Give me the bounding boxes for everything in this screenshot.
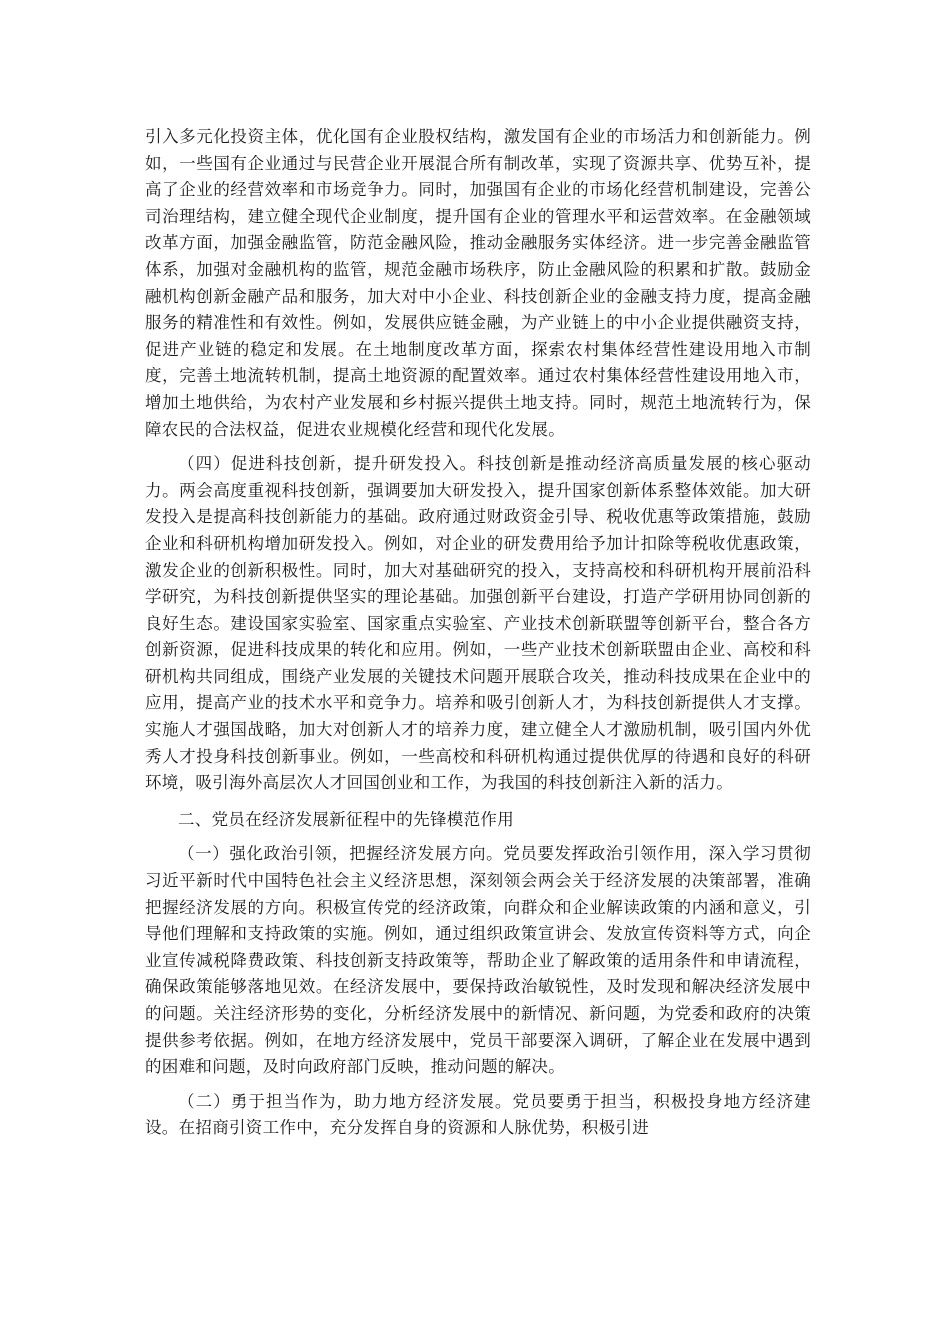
- paragraph-state-enterprise-reform: 引入多元化投资主体，优化国有企业股权结构，激发国有企业的市场活力和创新能力。例如，一些国有企业通过与民营企业开展混合所有制改革，实现了资源共享、优势互补，提高了企业的经营效率和市场竞争力。同时，加强国有企业的市场化经营机制建设，完善公司治理结构，建立健全现代企业制度，提升国有企业的管理水平和运营效率。在金融领域改革方面，加强金融监管，防范金融风险，推动金融服务实体经济。进一步完善金融监管体系，加强对金融机构的监管，规范金融市场秩序，防止金融风险的积累和扩散。鼓励金融机构创新金融产品和服务，加大对中小企业、科技创新企业的金融支持力度，提高金融服务的精准性和有效性。例如，发展供应链金融，为产业链上的中小企业提供融资支持，促进产业链的稳定和发展。在土地制度改革方面，探索农村集体经营性建设用地入市制度，完善土地流转机制，提高土地资源的配置效率。通过农村集体经营性建设用地入市，增加土地供给，为农村产业发展和乡村振兴提供土地支持。同时，规范土地流转行为，保障农民的合法权益，促进农业规模化经营和现代化发展。: [145, 127, 811, 439]
- paragraph-local-economy: （二）勇于担当作为，助力地方经济发展。党员要勇于担当，积极投身地方经济建设。在招商引资工作中，充分发挥自身的资源和人脉优势，积极引进: [145, 1091, 811, 1138]
- section-heading: 二、党员在经济发展新征程中的先锋模范作用: [178, 809, 514, 829]
- paragraph-political-guidance: （一）强化政治引领，把握经济发展方向。党员要发挥政治引领作用，深入学习贯彻习近平新时代中国特色社会主义经济思想，深刻领会两会关于经济发展的决策部署，准确把握经济发展的方向。积极宣传党的经济政策，向群众和企业解读政策的内涵和意义，引导他们理解和支持政策的实施。例如，通过组织政策宣讲会、发放宣传资料等方式，向企业宣传减税降费政策、科技创新支持政策等，帮助企业了解政策的适用条件和申请流程，确保政策能够落地见效。在经济发展中，要保持政治敏锐性，及时发现和解决经济发展中的问题。关注经济形势的变化，分析经济发展中的新情况、新问题，为党委和政府的决策提供参考依据。例如，在地方经济发展中，党员干部要深入调研，了解企业在发展中遇到的困难和问题，及时向政府部门反映，推动问题的解决。: [145, 844, 811, 1077]
- paragraph-tech-innovation: （四）促进科技创新，提升研发投入。科技创新是推动经济高质量发展的核心驱动力。两会高度重视科技创新，强调要加大研发投入，提升国家创新体系整体效能。加大研发投入是提高科技创新能力的基础。政府通过财政资金引导、税收优惠等政策措施，鼓励企业和科研机构增加研发投入。例如，对企业的研发费用给予加计扣除等税收优惠政策，激发企业的创新积极性。同时，加大对基础研究的投入，支持高校和科研机构开展前沿科学研究，为科技创新提供坚实的理论基础。加强创新平台建设，打造产学研用协同创新的良好生态。建设国家实验室、国家重点实验室、产业技术创新联盟等创新平台，整合各方创新资源，促进科技成果的转化和应用。例如，一些产业技术创新联盟由企业、高校和科研机构共同组成，围绕产业发展的关键技术问题开展联合攻关，推动科技成果在企业中的应用，提高产业的技术水平和竞争力。培养和吸引创新人才，为科技创新提供人才支撑。实施人才强国战略，加大对创新人才的培养力度，建立健全人才激励机制，吸引国内外优秀人才投身科技创新事业。例如，一些高校和科研机构通过提供优厚的待遇和良好的科研环境，吸引海外高层次人才回国创业和工作，为我国的科技创新注入新的活力。: [145, 454, 811, 793]
- document-page: [145, 124, 811, 1142]
